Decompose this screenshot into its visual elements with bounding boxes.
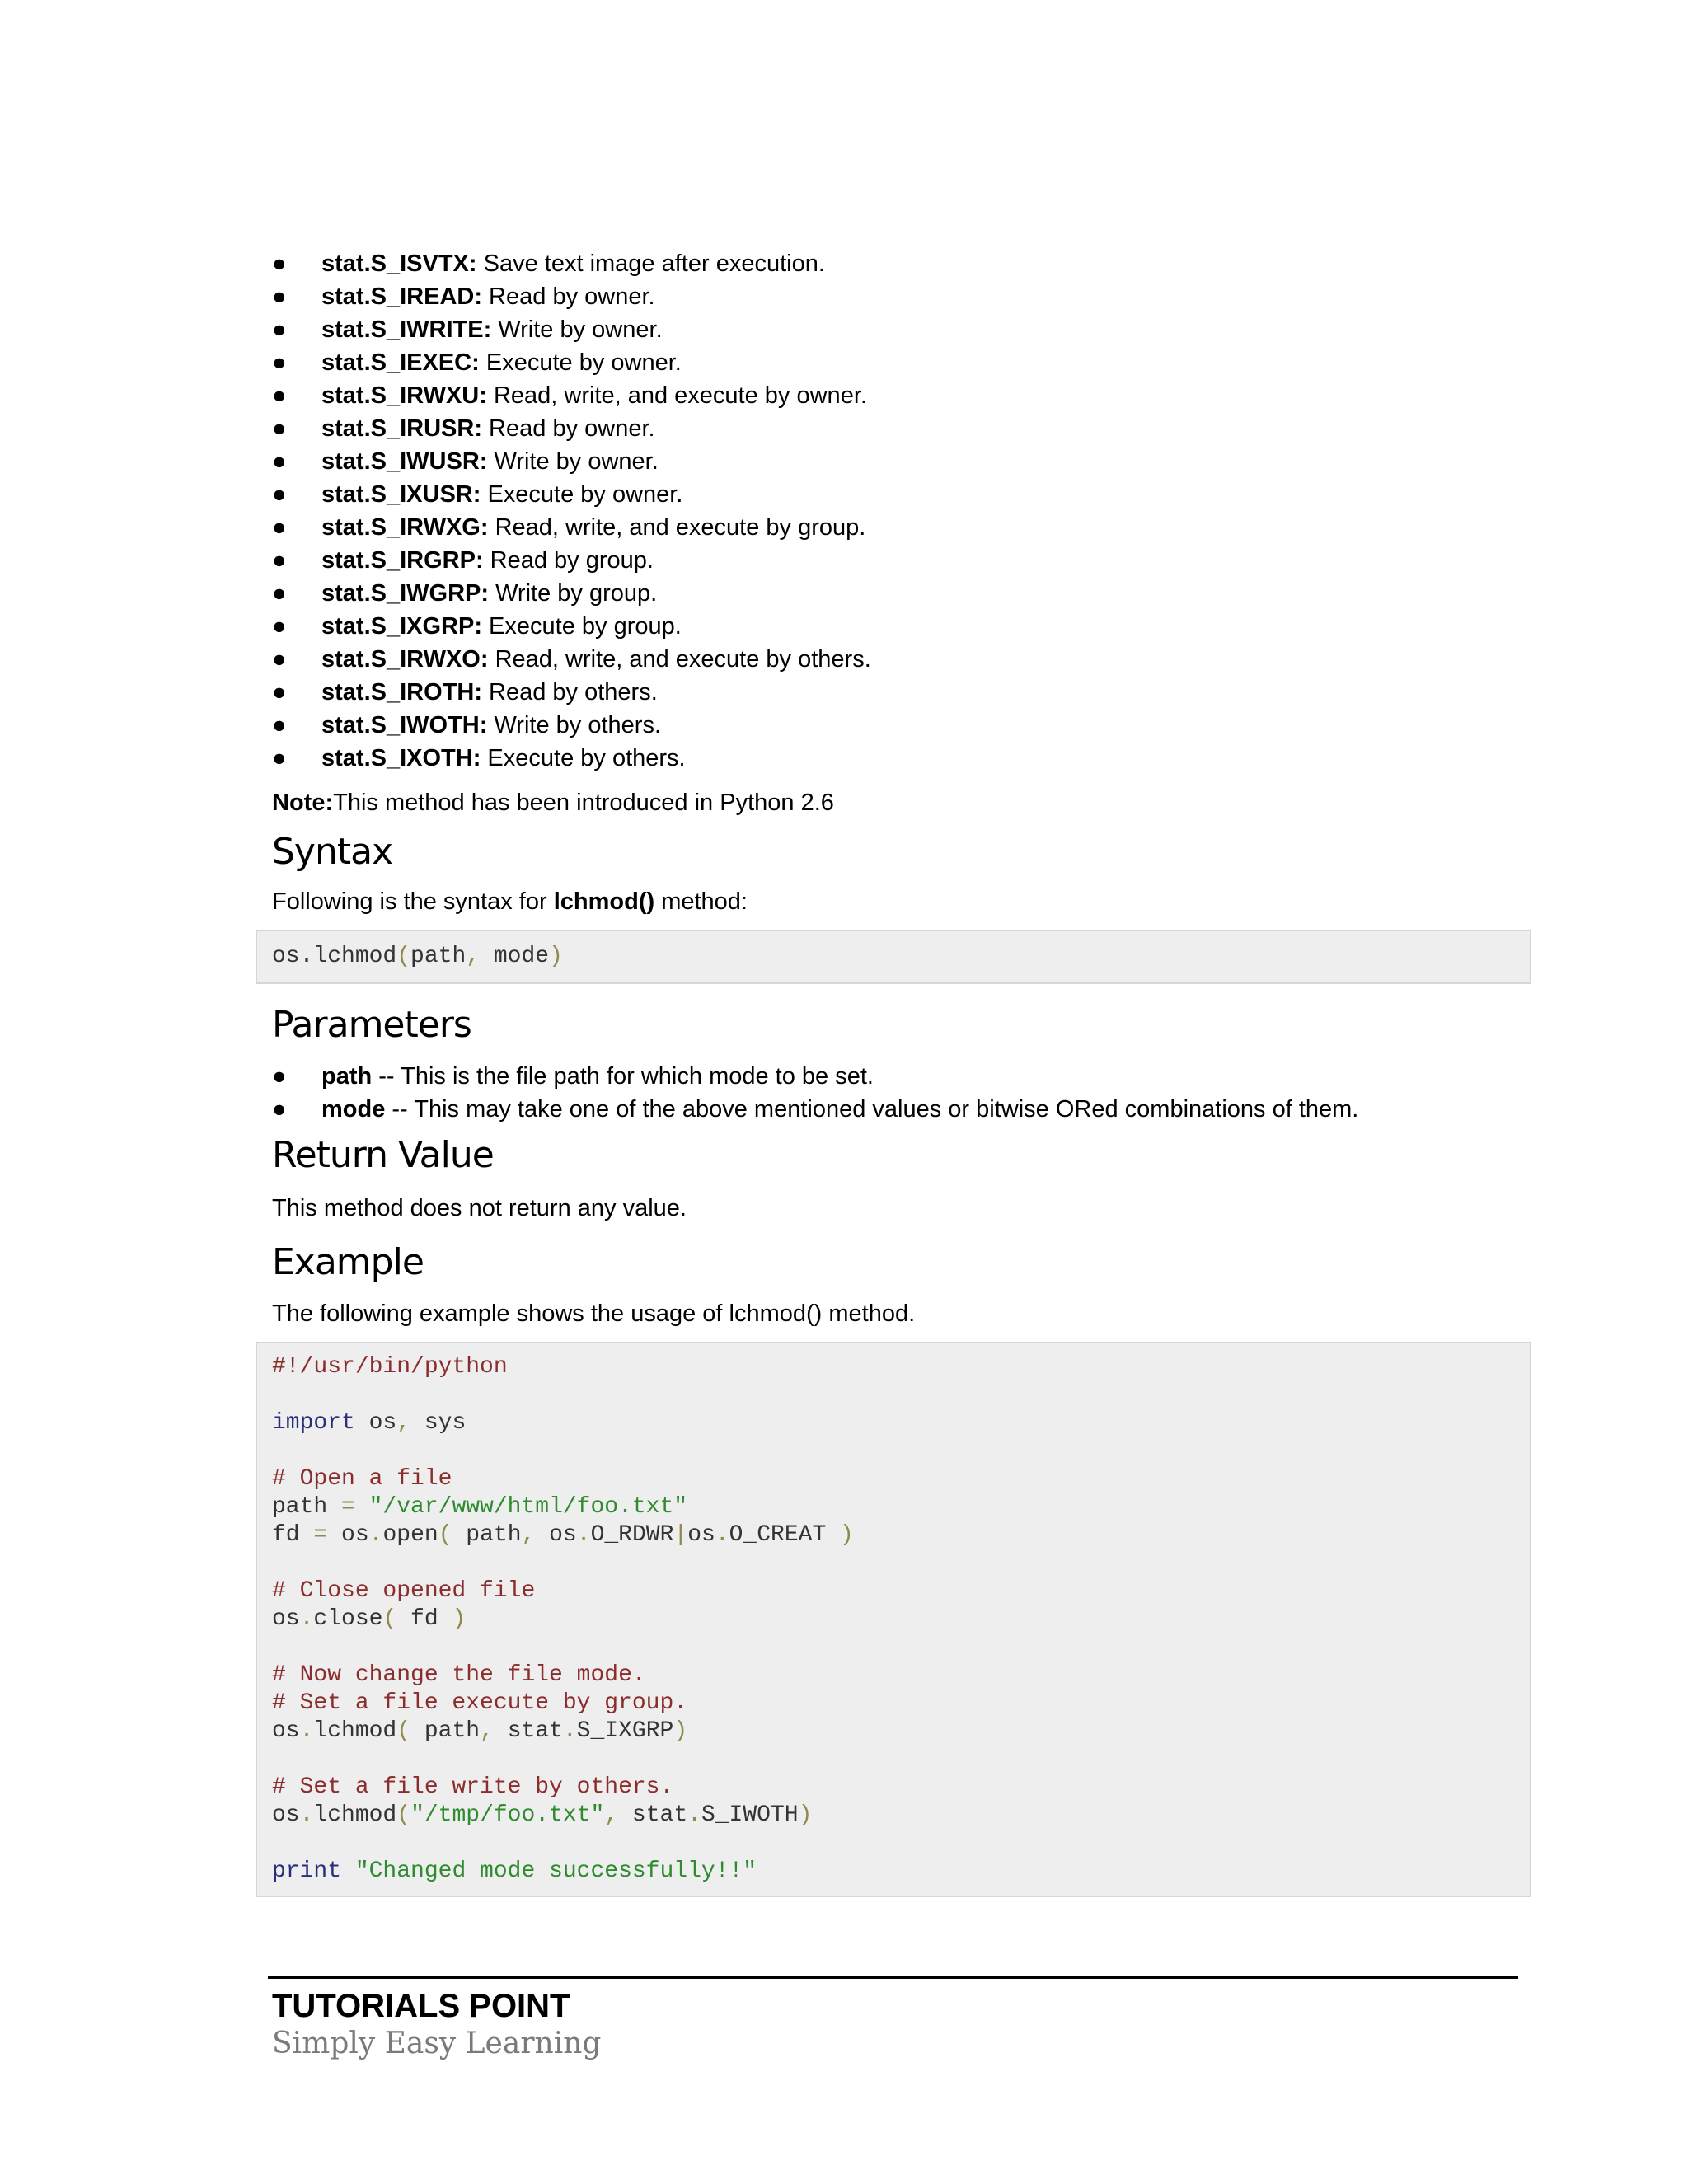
stat-constant-desc: Write by others. xyxy=(487,712,661,738)
code-token: stat xyxy=(493,1718,563,1744)
stat-list-item xyxy=(272,511,1541,544)
code-token: # Set a file write by others. xyxy=(272,1774,674,1800)
stat-constant-desc: Write by owner. xyxy=(491,316,663,343)
stat-constant-name: stat.S_IXOTH: xyxy=(321,745,481,771)
example-heading: Example xyxy=(272,1241,424,1283)
syntax-code-comma: , xyxy=(466,944,481,969)
code-line xyxy=(272,1437,1515,1465)
code-token: path xyxy=(452,1522,522,1548)
syntax-code-arg-mode: mode xyxy=(480,944,550,969)
stat-constant-desc: Read by owner. xyxy=(482,415,655,442)
code-token: ( xyxy=(396,1718,411,1744)
code-token: ) xyxy=(452,1606,467,1632)
bullet-icon: ● xyxy=(272,415,287,442)
code-token: S_IXGRP xyxy=(576,1718,674,1744)
return-value-text: This method does not return any value. xyxy=(272,1195,687,1221)
code-token: . xyxy=(299,1802,314,1828)
bullet-icon: ● xyxy=(272,679,287,705)
note-paragraph xyxy=(272,786,1541,819)
code-token: . xyxy=(576,1522,591,1548)
parameter-desc: -- This is the file path for which mode to be set. xyxy=(372,1063,874,1090)
stat-list-item xyxy=(272,544,1541,577)
stat-constant-name: stat.S_IEXEC: xyxy=(321,349,480,376)
stat-constant-name: stat.S_IRUSR: xyxy=(321,415,482,442)
code-token: # Close opened file xyxy=(272,1578,536,1604)
stat-constant-desc: Read, write, and execute by group. xyxy=(488,514,866,541)
stat-list-item xyxy=(272,742,1541,775)
code-token: fd xyxy=(396,1606,452,1632)
stat-constant-desc: Execute by group. xyxy=(482,613,682,640)
code-token: close xyxy=(313,1606,383,1632)
stat-constant-desc: Write by group. xyxy=(489,580,658,607)
code-line xyxy=(272,1802,1515,1830)
bullet-icon: ● xyxy=(272,1096,287,1122)
code-token: lchmod xyxy=(313,1718,397,1744)
parameter-name: mode xyxy=(321,1096,386,1122)
code-line xyxy=(272,1774,1515,1802)
code-token: os xyxy=(687,1522,715,1548)
stat-constant-desc: Execute by owner. xyxy=(479,349,682,376)
code-line xyxy=(272,1605,1515,1633)
bullet-icon: ● xyxy=(272,316,287,343)
syntax-intro xyxy=(272,885,1541,918)
stat-constant-name: stat.S_IWGRP: xyxy=(321,580,490,607)
stat-constant-name: stat.S_IXUSR: xyxy=(321,481,481,508)
code-token: import xyxy=(272,1410,355,1436)
footer-divider xyxy=(268,1976,1518,1979)
stat-constant-desc: Read by group. xyxy=(483,547,654,574)
example-intro: The following example shows the usage of lchmod() method. xyxy=(272,1301,916,1327)
syntax-code-open: ( xyxy=(396,944,411,969)
stat-constant-name: stat.S_IRWXG: xyxy=(321,514,489,541)
bullet-icon: ● xyxy=(272,251,287,277)
stat-list-item xyxy=(272,346,1541,379)
code-token: lchmod xyxy=(313,1802,397,1828)
stat-list-item xyxy=(272,709,1541,742)
code-line xyxy=(272,1661,1515,1690)
code-token: ) xyxy=(673,1718,688,1744)
bullet-icon: ● xyxy=(272,712,287,738)
syntax-code-arg-path: path xyxy=(410,944,467,969)
code-token: os xyxy=(535,1522,577,1548)
syntax-heading: Syntax xyxy=(272,831,393,873)
code-token: ) xyxy=(840,1522,854,1548)
code-token: #!/usr/bin/python xyxy=(272,1354,508,1380)
stat-constant-name: stat.S_IWUSR: xyxy=(321,448,488,475)
page-content xyxy=(272,247,1541,1897)
bullet-icon: ● xyxy=(272,382,287,409)
example-code-block xyxy=(256,1342,1531,1897)
code-token: open xyxy=(382,1522,438,1548)
bullet-icon: ● xyxy=(272,349,287,376)
stat-constant-name: stat.S_IROTH: xyxy=(321,679,482,705)
code-token: . xyxy=(368,1522,383,1548)
code-token: , xyxy=(521,1522,536,1548)
stat-list-item xyxy=(272,643,1541,676)
bullet-icon: ● xyxy=(272,481,287,508)
code-token: ( xyxy=(396,1802,411,1828)
code-token: "Changed mode successfully!!" xyxy=(341,1858,757,1884)
bullet-icon: ● xyxy=(272,613,287,640)
code-token: "/var/www/html/foo.txt" xyxy=(354,1494,688,1520)
bullet-icon: ● xyxy=(272,646,287,673)
code-token: os xyxy=(272,1802,300,1828)
code-token: # Set a file execute by group. xyxy=(272,1690,688,1716)
bullet-icon: ● xyxy=(272,284,287,310)
syntax-code-fn: os.lchmod xyxy=(272,944,397,969)
bullet-icon: ● xyxy=(272,547,287,574)
stat-list-item xyxy=(272,445,1541,478)
code-token: os xyxy=(272,1606,300,1632)
code-token: os xyxy=(327,1522,369,1548)
code-token: os xyxy=(272,1718,300,1744)
code-line xyxy=(272,1633,1515,1661)
code-token: O_RDWR xyxy=(590,1522,674,1548)
note-label: Note: xyxy=(272,790,334,816)
code-token: os xyxy=(354,1410,397,1436)
bullet-icon: ● xyxy=(272,514,287,541)
stat-constant-name: stat.S_IREAD: xyxy=(321,284,482,310)
bullet-icon: ● xyxy=(272,448,287,475)
code-line xyxy=(272,1718,1515,1746)
code-token: . xyxy=(687,1802,701,1828)
stat-constant-name: stat.S_IXGRP: xyxy=(321,613,482,640)
stat-constant-desc: Execute by owner. xyxy=(481,481,683,508)
parameter-item xyxy=(272,1093,1541,1126)
code-token: stat xyxy=(618,1802,688,1828)
parameter-desc: -- This may take one of the above mentioned values or bitwise ORed combinations of them. xyxy=(385,1096,1359,1122)
note-text: This method has been introduced in Python 2.6 xyxy=(333,790,834,816)
code-line xyxy=(272,1746,1515,1774)
stat-constant-name: stat.S_IWOTH: xyxy=(321,712,488,738)
stat-list-item xyxy=(272,577,1541,610)
stat-list-item xyxy=(272,379,1541,412)
code-line xyxy=(272,1493,1515,1521)
bullet-icon: ● xyxy=(272,580,287,607)
stat-constant-desc: Execute by others. xyxy=(481,745,686,771)
code-token: S_IWOTH xyxy=(701,1802,799,1828)
stat-list-item xyxy=(272,478,1541,511)
code-token: ( xyxy=(438,1522,452,1548)
code-token: . xyxy=(299,1718,314,1744)
code-token: sys xyxy=(410,1410,467,1436)
code-token: = xyxy=(313,1522,328,1548)
stat-list-item xyxy=(272,412,1541,445)
code-token: , xyxy=(604,1802,619,1828)
code-token: path xyxy=(272,1494,342,1520)
code-token: "/tmp/foo.txt" xyxy=(410,1802,605,1828)
stat-constant-desc: Write by owner. xyxy=(487,448,659,475)
stat-constant-desc: Save text image after execution. xyxy=(476,251,825,277)
stat-list-item xyxy=(272,247,1541,280)
stat-constant-desc: Read, write, and execute by owner. xyxy=(486,382,867,409)
stat-constant-name: stat.S_IRGRP: xyxy=(321,547,484,574)
code-token: fd xyxy=(272,1522,314,1548)
code-token: , xyxy=(396,1410,411,1436)
stat-list-item xyxy=(272,313,1541,346)
parameter-item xyxy=(272,1060,1541,1093)
code-token: . xyxy=(562,1718,577,1744)
syntax-code-block xyxy=(256,930,1531,984)
code-line xyxy=(272,1858,1515,1886)
code-token: . xyxy=(715,1522,729,1548)
stat-constant-name: stat.S_ISVTX: xyxy=(321,251,477,277)
stat-constant-name: stat.S_IWRITE: xyxy=(321,316,492,343)
code-line xyxy=(272,1577,1515,1605)
parameters-heading: Parameters xyxy=(272,1004,471,1046)
stat-constant-name: stat.S_IRWXO: xyxy=(321,646,489,673)
stat-list-item xyxy=(272,676,1541,709)
footer-brand: TUTORIALS POINT xyxy=(272,1988,570,2024)
syntax-code-close: ) xyxy=(549,944,563,969)
code-line xyxy=(272,1465,1515,1493)
code-line xyxy=(272,1830,1515,1858)
stat-constant-desc: Read by others. xyxy=(481,679,658,705)
syntax-code-line xyxy=(272,943,1515,971)
stat-list-item xyxy=(272,280,1541,313)
code-line xyxy=(272,1353,1515,1381)
bullet-icon: ● xyxy=(272,745,287,771)
code-token: = xyxy=(341,1494,355,1520)
stat-constant-desc: Read, write, and execute by others. xyxy=(488,646,871,673)
syntax-intro-after: method: xyxy=(654,888,748,915)
syntax-intro-before: Following is the syntax for xyxy=(272,888,554,915)
code-token: | xyxy=(673,1522,688,1548)
code-token: # Now change the file mode. xyxy=(272,1662,646,1688)
parameters-list xyxy=(272,1060,1541,1126)
code-token: ( xyxy=(382,1606,397,1632)
code-token: . xyxy=(299,1606,314,1632)
code-line xyxy=(272,1409,1515,1437)
footer-tagline: Simply Easy Learning xyxy=(272,2027,602,2060)
syntax-intro-bold: lchmod() xyxy=(553,888,655,915)
stat-list-item xyxy=(272,610,1541,643)
code-line xyxy=(272,1521,1515,1549)
stat-constants-list xyxy=(272,247,1541,775)
code-token: , xyxy=(480,1718,494,1744)
stat-constant-desc: Read by owner. xyxy=(482,284,655,310)
return-value-heading: Return Value xyxy=(272,1134,494,1176)
code-line xyxy=(272,1381,1515,1409)
code-token: # Open a file xyxy=(272,1466,452,1492)
code-token: ) xyxy=(798,1802,813,1828)
code-token: path xyxy=(410,1718,481,1744)
code-line xyxy=(272,1690,1515,1718)
stat-constant-name: stat.S_IRWXU: xyxy=(321,382,487,409)
code-line xyxy=(272,1549,1515,1577)
bullet-icon: ● xyxy=(272,1063,287,1090)
parameter-name: path xyxy=(321,1063,373,1090)
code-token: O_CREAT xyxy=(729,1522,841,1548)
code-token: print xyxy=(272,1858,342,1884)
